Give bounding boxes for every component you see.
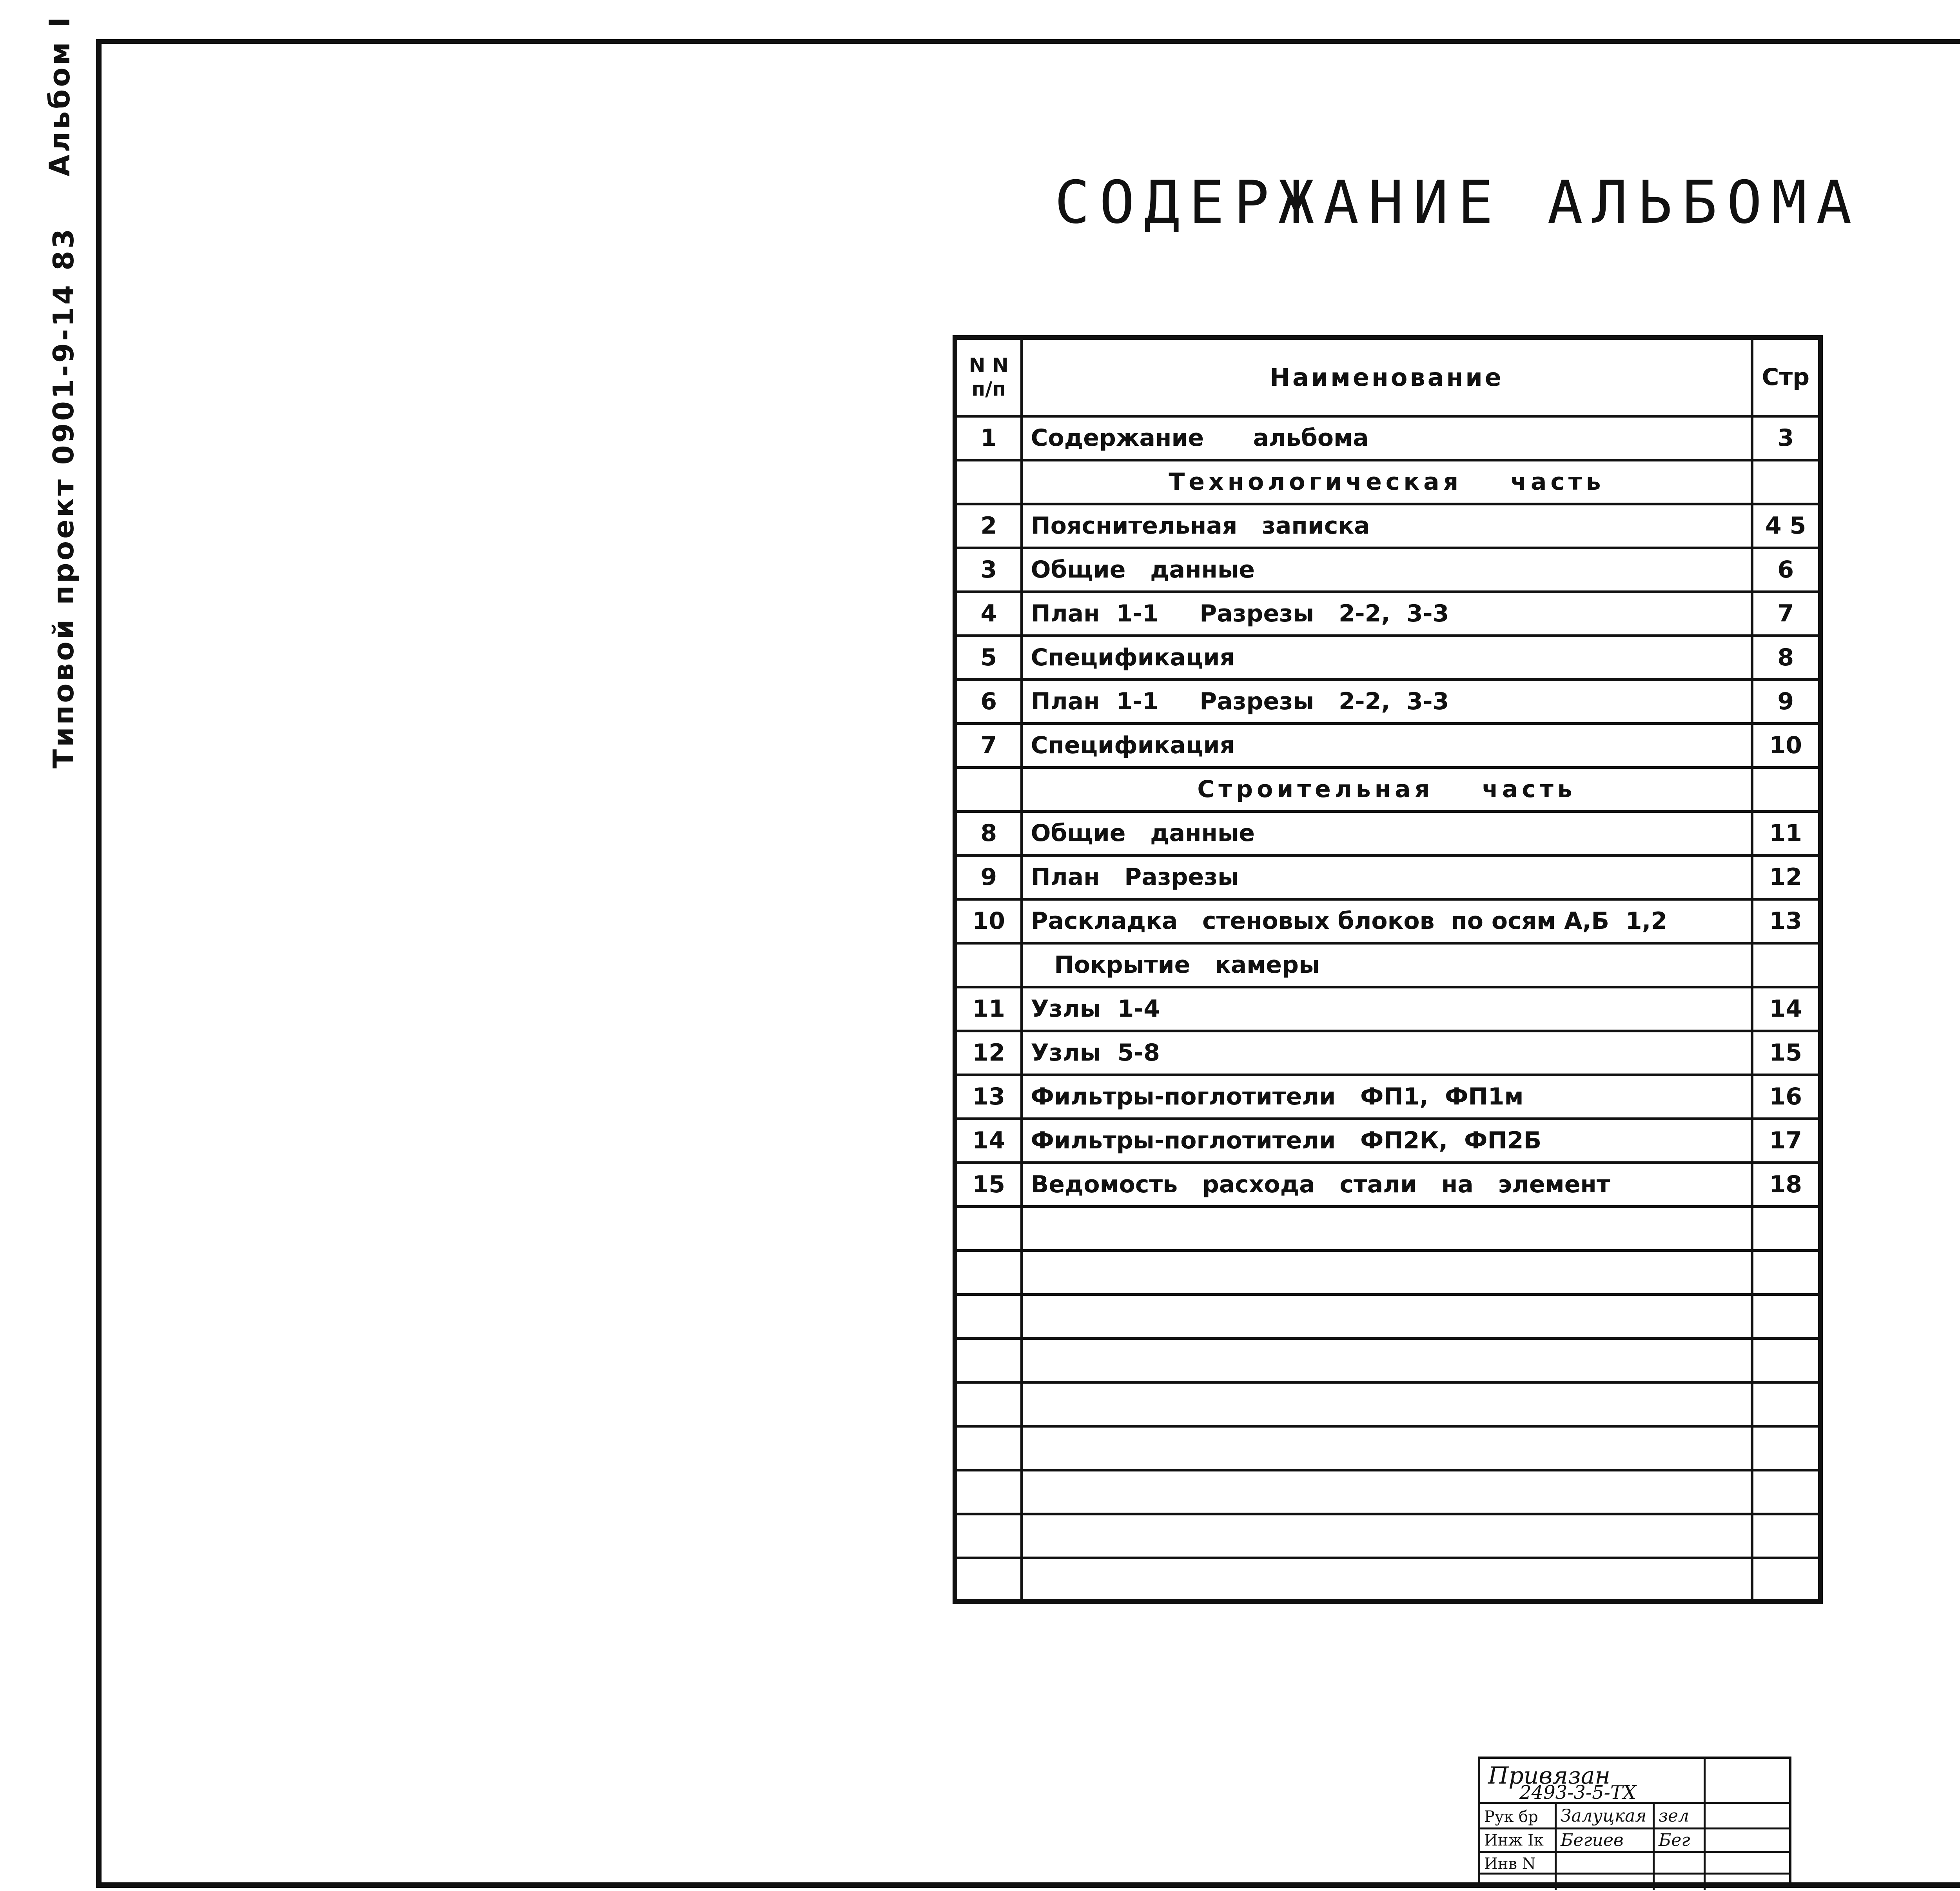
stamp-divider [1653, 1802, 1655, 1890]
table-row [955, 1294, 1820, 1338]
table-row [955, 1250, 1820, 1294]
row-number: 4 [955, 592, 1022, 636]
table-row [955, 1470, 1820, 1514]
section-heading: Строительная часть [1022, 767, 1752, 811]
table-row [955, 1338, 1820, 1382]
row-page: 18 [1752, 1163, 1820, 1206]
row-page: 10 [1752, 723, 1820, 767]
row-number [955, 1382, 1022, 1426]
row-name: Общие данные [1022, 811, 1752, 855]
row-page [1752, 767, 1820, 811]
album-label: Альбом I [43, 15, 76, 176]
row-page: 17 [1752, 1119, 1820, 1163]
row-number: 3 [955, 548, 1022, 592]
header-number: N N п/п [955, 338, 1022, 416]
stamp-role: Инж Iк [1484, 1831, 1544, 1849]
stamp-person: Залуцкая [1561, 1806, 1647, 1826]
binding-stamp [1478, 1757, 1791, 1888]
stamp-title: Привязан [1488, 1762, 1611, 1789]
row-name: Узлы 5-8 [1022, 1031, 1752, 1075]
table-row [955, 636, 1820, 679]
stamp-signature: Бег [1659, 1830, 1690, 1850]
row-number: 11 [955, 987, 1022, 1031]
page-title: СОДЕРЖАНИЕ АЛЬБОМА [1054, 169, 1861, 237]
row-name [1022, 1206, 1752, 1250]
table-row [955, 1119, 1820, 1163]
row-number [955, 943, 1022, 987]
row-name: Ведомость расхода стали на элемент [1022, 1163, 1752, 1206]
row-name: Фильтры-поглотители ФП1, ФП1м [1022, 1075, 1752, 1119]
row-name: План 1-1 Разрезы 2-2, 3-3 [1022, 679, 1752, 723]
row-name: Раскладка стеновых блоков по осям А,Б 1,2 [1022, 899, 1752, 943]
row-number: 9 [955, 855, 1022, 899]
row-number [955, 1426, 1022, 1470]
section-heading: Технологическая часть [1022, 460, 1752, 504]
row-page [1752, 1338, 1820, 1382]
contents-table [953, 335, 1823, 1604]
stamp-divider [1480, 1802, 1789, 1804]
table-row [955, 1558, 1820, 1602]
table-row [955, 679, 1820, 723]
row-number [955, 767, 1022, 811]
table-row [955, 899, 1820, 943]
table-row [955, 1426, 1820, 1470]
row-number: 7 [955, 723, 1022, 767]
row-name [1022, 1338, 1752, 1382]
row-page [1752, 1470, 1820, 1514]
table-row [955, 1514, 1820, 1558]
row-number [955, 1294, 1022, 1338]
row-number: 5 [955, 636, 1022, 679]
table-row [955, 592, 1820, 636]
header-name: Наименование [1022, 338, 1752, 416]
row-number [955, 1558, 1022, 1602]
row-page [1752, 1382, 1820, 1426]
row-number [955, 1470, 1022, 1514]
row-name: План 1-1 Разрезы 2-2, 3-3 [1022, 592, 1752, 636]
stamp-role: Инв N [1484, 1855, 1536, 1873]
table-row [955, 460, 1820, 504]
row-number [955, 1206, 1022, 1250]
table-row [955, 723, 1820, 767]
row-number: 13 [955, 1075, 1022, 1119]
row-page: 9 [1752, 679, 1820, 723]
row-page: 4 5 [1752, 504, 1820, 548]
row-name [1022, 1470, 1752, 1514]
row-number [955, 460, 1022, 504]
table-row [955, 811, 1820, 855]
table-row [955, 548, 1820, 592]
row-number: 6 [955, 679, 1022, 723]
row-page [1752, 1558, 1820, 1602]
row-name [1022, 1426, 1752, 1470]
row-page: 13 [1752, 899, 1820, 943]
row-number [955, 1250, 1022, 1294]
row-number: 12 [955, 1031, 1022, 1075]
row-name [1022, 1250, 1752, 1294]
row-page [1752, 943, 1820, 987]
stamp-divider [1555, 1802, 1557, 1890]
row-name: Фильтры-поглотители ФП2К, ФП2Б [1022, 1119, 1752, 1163]
row-name: Пояснительная записка [1022, 504, 1752, 548]
table-body [955, 416, 1820, 1602]
table-row [955, 767, 1820, 811]
row-page [1752, 1206, 1820, 1250]
stamp-divider [1704, 1802, 1706, 1890]
table-header-row [955, 338, 1820, 416]
stamp-person: Бегиев [1561, 1830, 1624, 1850]
row-page: 3 [1752, 416, 1820, 460]
table-row [955, 416, 1820, 460]
stamp-role: Рук бр [1484, 1808, 1538, 1826]
row-name [1022, 1558, 1752, 1602]
table-row [955, 1163, 1820, 1206]
row-number: 14 [955, 1119, 1022, 1163]
row-page [1752, 1250, 1820, 1294]
row-page [1752, 460, 1820, 504]
row-name: Спецификация [1022, 723, 1752, 767]
row-page: 7 [1752, 592, 1820, 636]
row-number: 10 [955, 899, 1022, 943]
stamp-signature: зел [1659, 1806, 1690, 1826]
table-row [955, 504, 1820, 548]
table-row [955, 943, 1820, 987]
row-name: Спецификация [1022, 636, 1752, 679]
subsection-heading: Покрытие камеры [1022, 943, 1752, 987]
row-name [1022, 1514, 1752, 1558]
row-page [1752, 1514, 1820, 1558]
row-page [1752, 1426, 1820, 1470]
row-name [1022, 1382, 1752, 1426]
row-page: 12 [1752, 855, 1820, 899]
row-number: 1 [955, 416, 1022, 460]
row-name: Содержание альбома [1022, 416, 1752, 460]
stamp-divider [1704, 1759, 1706, 1802]
table-row [955, 1031, 1820, 1075]
table-row [955, 987, 1820, 1031]
row-page: 6 [1752, 548, 1820, 592]
row-name: План Разрезы [1022, 855, 1752, 899]
row-name: Общие данные [1022, 548, 1752, 592]
row-page: 15 [1752, 1031, 1820, 1075]
row-page: 11 [1752, 811, 1820, 855]
row-number: 15 [955, 1163, 1022, 1206]
table-row [955, 1075, 1820, 1119]
header-page: Стр [1752, 338, 1820, 416]
row-page [1752, 1294, 1820, 1338]
table-row [955, 1206, 1820, 1250]
row-number: 2 [955, 504, 1022, 548]
row-number [955, 1338, 1022, 1382]
row-page: 14 [1752, 987, 1820, 1031]
stamp-divider [1480, 1851, 1789, 1853]
table-row [955, 855, 1820, 899]
stamp-code: 2493-3-5-ТХ [1519, 1782, 1637, 1804]
row-number: 8 [955, 811, 1022, 855]
row-name: Узлы 1-4 [1022, 987, 1752, 1031]
row-name [1022, 1294, 1752, 1338]
stamp-divider [1480, 1827, 1789, 1829]
row-page: 16 [1752, 1075, 1820, 1119]
row-number [955, 1514, 1022, 1558]
table-row [955, 1382, 1820, 1426]
project-label: Типовой проект 0901-9-14 83 [47, 226, 80, 768]
row-page: 8 [1752, 636, 1820, 679]
